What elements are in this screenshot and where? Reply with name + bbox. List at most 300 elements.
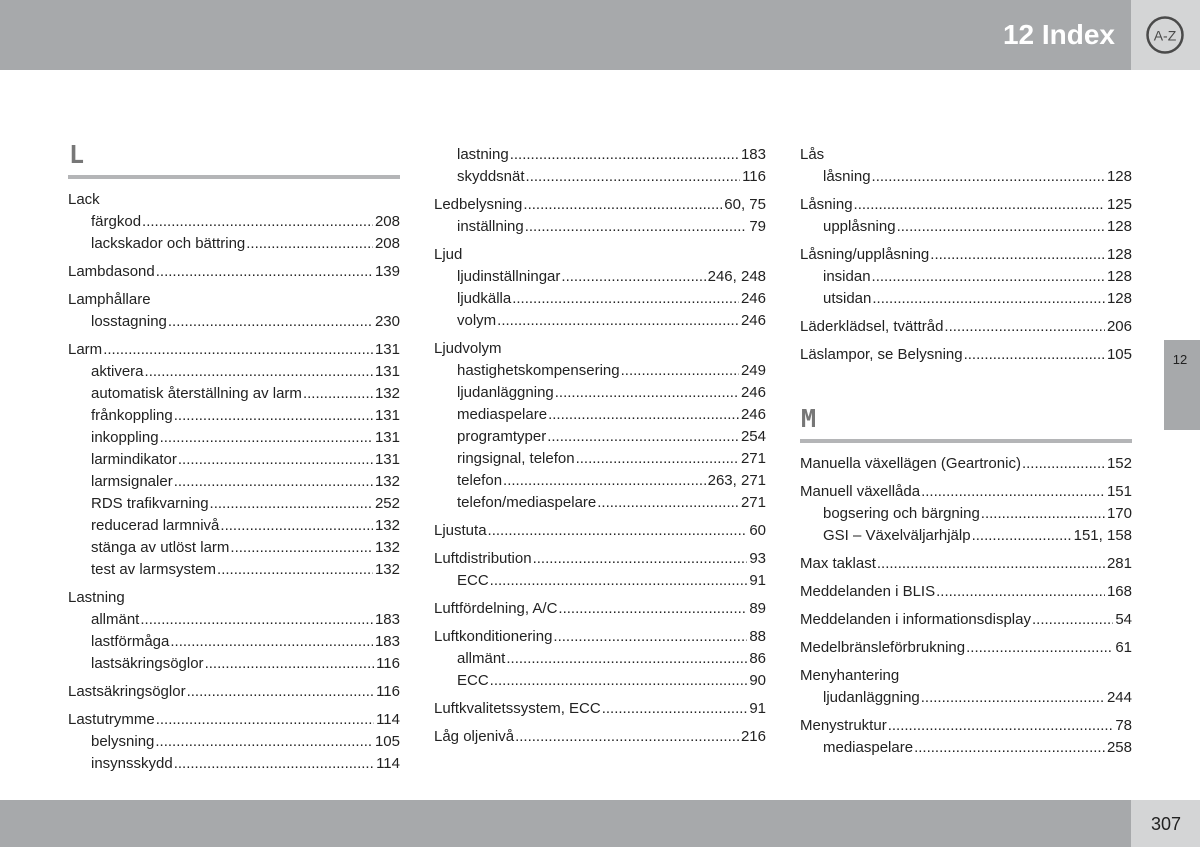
az-index-icon (1145, 15, 1185, 55)
page-ref[interactable]: 114 (376, 711, 400, 728)
dot-leader (1022, 453, 1105, 475)
index-subentry[interactable] (434, 266, 766, 288)
dot-leader (872, 166, 1105, 188)
page-ref[interactable]: 271 (740, 450, 766, 467)
entry-text: Luftfördelning, A/C (434, 600, 558, 617)
entry-text: Ljud (434, 246, 463, 263)
index-entry (800, 665, 1132, 709)
index-column-2 (434, 144, 766, 748)
entry-text: ringsignal, telefon (457, 450, 575, 467)
dot-leader (488, 520, 748, 542)
index-subentry[interactable] (434, 448, 766, 470)
entry-text: Lamphållare (68, 291, 151, 308)
entry-text: Manuell växellåda (800, 483, 921, 500)
dot-leader (602, 698, 748, 720)
page-ref[interactable]: 116 (376, 683, 400, 700)
index-entry-head (68, 587, 400, 609)
index-list (800, 144, 1132, 366)
page-ref[interactable]: 246 (740, 290, 766, 307)
index-subentry[interactable] (68, 609, 400, 631)
page-ref[interactable]: 61 (1115, 639, 1132, 656)
entry-text: belysning (91, 733, 155, 750)
entry-text: RDS trafikvarning (91, 495, 209, 512)
page-header (0, 0, 1131, 70)
dot-leader (156, 261, 373, 283)
entry-text: Låsning (800, 196, 853, 213)
page-ref[interactable]: 244 (1106, 689, 1132, 706)
index-subentry[interactable] (68, 493, 400, 515)
page-ref[interactable]: 128 (1106, 246, 1132, 263)
page-ref[interactable]: 246 (740, 406, 766, 423)
page-ref[interactable]: 216 (740, 728, 766, 745)
page-ref[interactable]: 125 (1106, 196, 1132, 213)
index-entry (800, 453, 1132, 475)
index-subentry[interactable] (68, 405, 400, 427)
index-entry-head[interactable] (68, 709, 400, 731)
index-subentry[interactable] (68, 653, 400, 675)
section-rule-l (68, 175, 400, 179)
page-ref[interactable]: 183 (740, 146, 766, 163)
dot-leader (921, 481, 1105, 503)
entry-text: Lastsäkringsöglor (68, 683, 186, 700)
dot-leader (515, 726, 739, 748)
index-subentry[interactable] (434, 570, 766, 592)
index-subentry[interactable] (800, 503, 1132, 525)
page-ref[interactable]: 131 (374, 363, 400, 380)
page-ref[interactable]: 246, 248 (707, 268, 766, 285)
entry-text: Luftkonditionering (434, 628, 553, 645)
index-subentry[interactable] (800, 737, 1132, 759)
entry-text: Lås (800, 146, 825, 163)
index-entry-head[interactable] (800, 481, 1132, 503)
index-entry-head[interactable] (434, 726, 766, 748)
az-badge-box (1131, 0, 1200, 70)
entry-text: inkoppling (91, 429, 159, 446)
page-ref[interactable]: 208 (374, 213, 400, 230)
index-entry (434, 548, 766, 592)
entry-text: ljudkälla (457, 290, 512, 307)
index-entry-head[interactable] (800, 581, 1132, 603)
page-ref[interactable]: 208 (374, 235, 400, 252)
page-ref[interactable]: 90 (749, 672, 766, 689)
entry-text: allmänt (91, 611, 140, 628)
entry-text: skyddsnät (457, 168, 525, 185)
page-ref[interactable]: 254 (740, 428, 766, 445)
index-subentry[interactable] (68, 731, 400, 753)
page-ref[interactable]: 78 (1115, 717, 1132, 734)
index-entry (434, 338, 766, 514)
index-entry-head[interactable] (800, 344, 1132, 366)
entry-text: Ljustuta (434, 522, 487, 539)
entry-text: test av larmsystem (91, 561, 217, 578)
dot-leader (506, 648, 747, 670)
page-ref[interactable]: 89 (749, 600, 766, 617)
page-ref[interactable]: 151 (1106, 483, 1132, 500)
dot-leader (174, 405, 373, 427)
entry-text: Larm (68, 341, 103, 358)
dot-leader (178, 449, 373, 471)
index-entry (68, 681, 400, 703)
dot-leader (187, 681, 375, 703)
index-entry-head[interactable] (434, 548, 766, 570)
dot-leader (548, 404, 739, 426)
page-ref[interactable]: 132 (374, 539, 400, 556)
index-subentry[interactable] (68, 537, 400, 559)
dot-leader (230, 537, 373, 559)
page-ref[interactable]: 132 (374, 385, 400, 402)
index-entry-head[interactable] (800, 316, 1132, 338)
dot-leader (547, 426, 739, 448)
page-ref[interactable]: 132 (374, 561, 400, 578)
index-entry-head[interactable] (434, 698, 766, 720)
page-ref[interactable]: 246 (740, 384, 766, 401)
index-subentry[interactable] (800, 687, 1132, 709)
entry-text: Läslampor, se Belysning (800, 346, 963, 363)
dot-leader (921, 687, 1105, 709)
page-ref[interactable]: 249 (740, 362, 766, 379)
entry-text: upplåsning (823, 218, 896, 235)
index-entry-head[interactable] (800, 453, 1132, 475)
entry-text: lastförmåga (91, 633, 170, 650)
index-entry (800, 144, 1132, 188)
page-ref[interactable]: 168 (1106, 583, 1132, 600)
dot-leader (526, 166, 741, 188)
dot-leader (964, 344, 1105, 366)
page-ref[interactable]: 131 (374, 407, 400, 424)
dot-leader (1032, 609, 1113, 631)
dot-leader (558, 598, 747, 620)
dot-leader (553, 626, 747, 648)
page-ref[interactable]: 131 (374, 429, 400, 446)
page-ref[interactable]: 105 (374, 733, 400, 750)
index-entry-head[interactable] (800, 553, 1132, 575)
page-ref[interactable]: 105 (1106, 346, 1132, 363)
index-entry-head[interactable] (434, 194, 766, 216)
page-number-box (1131, 800, 1200, 847)
index-subentry[interactable] (68, 471, 400, 493)
index-entry (800, 344, 1132, 366)
index-subentry[interactable] (434, 404, 766, 426)
index-entry-head (434, 338, 766, 360)
page-ref[interactable]: 114 (376, 755, 400, 772)
dot-leader (145, 361, 373, 383)
index-entry (800, 553, 1132, 575)
index-subentry[interactable] (68, 211, 400, 233)
entry-text: frånkoppling (91, 407, 173, 424)
index-entry (434, 194, 766, 238)
page-ref[interactable]: 88 (749, 628, 766, 645)
entry-text: reducerad larmnivå (91, 517, 220, 534)
dot-leader (142, 211, 373, 233)
page-ref[interactable]: 132 (374, 473, 400, 490)
index-subentry[interactable] (800, 525, 1132, 547)
entry-text: Lack (68, 191, 100, 208)
entry-text: volym (457, 312, 497, 329)
page-ref[interactable]: 86 (749, 650, 766, 667)
dot-leader (561, 266, 705, 288)
page-ref[interactable]: 60 (749, 522, 766, 539)
entry-text: Ledbelysning (434, 196, 523, 213)
dot-leader (854, 194, 1105, 216)
index-entry-head (68, 189, 400, 211)
entry-text: Lastutrymme (68, 711, 155, 728)
entry-text: Luftkvalitetssystem, ECC (434, 700, 601, 717)
dot-leader (944, 316, 1105, 338)
index-entry (68, 261, 400, 283)
page-ref[interactable]: 128 (1106, 268, 1132, 285)
index-subentry[interactable] (434, 288, 766, 310)
index-entry (434, 244, 766, 332)
entry-text: inställning (457, 218, 524, 235)
chapter-side-tab[interactable] (1164, 340, 1200, 430)
index-subentry[interactable] (434, 310, 766, 332)
entry-text: ljudanläggning (823, 689, 920, 706)
index-entry (68, 587, 400, 675)
entry-text: GSI – Växelväljarhjälp (823, 527, 971, 544)
entry-text: Ljudvolym (434, 340, 502, 357)
entry-text: ECC (457, 572, 489, 589)
entry-text: Lambdasond (68, 263, 155, 280)
index-subentry[interactable] (434, 648, 766, 670)
page-ref[interactable]: 170 (1106, 505, 1132, 522)
page-number: 307 (1150, 814, 1181, 834)
entry-text: lackskador och bättring (91, 235, 246, 252)
entry-text: Max taklast (800, 555, 876, 572)
index-entry (434, 520, 766, 542)
index-subentry[interactable] (68, 311, 400, 333)
index-entry-head[interactable] (434, 598, 766, 620)
dot-leader (512, 288, 739, 310)
dot-leader (490, 670, 748, 692)
index-entry (800, 316, 1132, 338)
index-subentry[interactable] (68, 383, 400, 405)
entry-text: Menystruktur (800, 717, 887, 734)
entry-text: mediaspelare (457, 406, 548, 423)
entry-text: Meddelanden i BLIS (800, 583, 936, 600)
entry-text: losstagning (91, 313, 167, 330)
dot-leader (103, 339, 373, 361)
page-ref[interactable]: 91 (749, 572, 766, 589)
page-ref[interactable]: 128 (1106, 290, 1132, 307)
index-entry-head (68, 289, 400, 311)
dot-leader (872, 266, 1105, 288)
page-ref[interactable]: 252 (374, 495, 400, 512)
index-column-1 (68, 140, 400, 775)
dot-leader (930, 244, 1105, 266)
chapter-title: 12 Index (1002, 19, 1115, 50)
index-subentry[interactable] (800, 166, 1132, 188)
index-list (68, 189, 400, 775)
dot-leader (497, 310, 739, 332)
index-subentry[interactable] (434, 166, 766, 188)
entry-text: Manuella växellägen (Geartronic) (800, 455, 1021, 472)
page-ref[interactable]: 206 (1106, 318, 1132, 335)
dot-leader (217, 559, 373, 581)
section-rule-m (800, 439, 1132, 443)
page-ref[interactable]: 132 (374, 517, 400, 534)
page-ref[interactable]: 131 (374, 341, 400, 358)
index-entry (434, 626, 766, 692)
page-ref[interactable]: 258 (1106, 739, 1132, 756)
entry-text: ljudanläggning (457, 384, 554, 401)
dot-leader (174, 471, 373, 493)
dot-leader (555, 382, 739, 404)
page-ref[interactable]: 281 (1106, 555, 1132, 572)
index-subentry[interactable] (800, 266, 1132, 288)
entry-text: färgkod (91, 213, 142, 230)
dot-leader (156, 709, 374, 731)
index-subentry[interactable] (800, 216, 1132, 238)
index-subentry[interactable] (68, 427, 400, 449)
dot-leader (914, 737, 1105, 759)
index-subentry[interactable] (434, 670, 766, 692)
entry-text: hastighetskompensering (457, 362, 620, 379)
entry-text: Låsning/upplåsning (800, 246, 930, 263)
page-ref[interactable]: 60, 75 (724, 196, 766, 213)
dot-leader (140, 609, 373, 631)
page-ref[interactable]: 271 (740, 494, 766, 511)
index-entry-head[interactable] (68, 681, 400, 703)
dot-leader (210, 493, 373, 515)
index-subentry[interactable] (434, 492, 766, 514)
entry-text: Lastning (68, 589, 125, 606)
page-ref[interactable]: 183 (374, 633, 400, 650)
index-subentry[interactable] (434, 470, 766, 492)
index-subentry[interactable] (434, 216, 766, 238)
index-subentry[interactable] (68, 233, 400, 255)
dot-leader (897, 216, 1105, 238)
entry-text: programtyper (457, 428, 547, 445)
dot-leader (525, 216, 748, 238)
dot-leader (981, 503, 1105, 525)
dot-leader (155, 731, 373, 753)
index-entry (800, 244, 1132, 310)
entry-text: Medelbränsleförbrukning (800, 639, 966, 656)
entry-text: ljudinställningar (457, 268, 561, 285)
page-ref[interactable]: 116 (376, 655, 400, 672)
entry-text: bogsering och bärgning (823, 505, 980, 522)
index-entry-head (434, 244, 766, 266)
dot-leader (490, 570, 748, 592)
dot-leader (168, 311, 373, 333)
section-spacer (800, 366, 1132, 404)
entry-text: larmsignaler (91, 473, 173, 490)
index-entry-head[interactable] (68, 339, 400, 361)
dot-leader (576, 448, 739, 470)
index-entry-head (800, 665, 1132, 687)
index-entry-head[interactable] (68, 261, 400, 283)
entry-text: telefon/mediaspelare (457, 494, 597, 511)
dot-leader (220, 515, 373, 537)
entry-text: låsning (823, 168, 871, 185)
dot-leader (160, 427, 373, 449)
index-list (434, 144, 766, 748)
entry-text: lastning (457, 146, 509, 163)
index-subentry[interactable] (434, 360, 766, 382)
page-ref[interactable]: 91 (749, 700, 766, 717)
page-ref[interactable]: 131 (374, 451, 400, 468)
index-subentry[interactable] (68, 631, 400, 653)
index-subentry[interactable] (68, 559, 400, 581)
entry-text: insynsskydd (91, 755, 173, 772)
section-letter-m: M (801, 404, 817, 433)
entry-text: ECC (457, 672, 489, 689)
dot-leader (877, 553, 1105, 575)
entry-text: lastsäkringsöglor (91, 655, 204, 672)
page-ref[interactable]: 128 (1106, 168, 1132, 185)
index-entry (434, 598, 766, 620)
dot-leader (503, 470, 706, 492)
section-letter-l: L (69, 140, 85, 169)
entry-text: utsidan (823, 290, 872, 307)
index-subentry[interactable] (68, 515, 400, 537)
page-ref[interactable]: 246 (740, 312, 766, 329)
entry-text: Låg oljenivå (434, 728, 515, 745)
index-entry-head[interactable] (434, 520, 766, 542)
index-entry-head[interactable] (800, 194, 1132, 216)
index-subentry[interactable] (434, 382, 766, 404)
page-ref[interactable]: 79 (749, 218, 766, 235)
index-subentry[interactable] (434, 426, 766, 448)
page-ref[interactable]: 230 (374, 313, 400, 330)
entry-text: aktivera (91, 363, 144, 380)
index-subentry[interactable] (68, 449, 400, 471)
entry-text: Läderklädsel, tvättråd (800, 318, 944, 335)
page-ref[interactable]: 93 (749, 550, 766, 567)
index-entry (800, 637, 1132, 659)
index-subentry[interactable] (800, 288, 1132, 310)
page-ref[interactable]: 128 (1106, 218, 1132, 235)
page-ref[interactable]: 116 (742, 168, 766, 185)
dot-leader (888, 715, 1114, 737)
index-entry-head[interactable] (800, 637, 1132, 659)
dot-leader (246, 233, 373, 255)
entry-text: stänga av utlöst larm (91, 539, 230, 556)
page-footer (0, 800, 1131, 847)
dot-leader (972, 525, 1072, 547)
chapter-side-tab-label: 12 (1172, 352, 1188, 367)
index-entry-head[interactable] (800, 609, 1132, 631)
index-subentry[interactable] (68, 753, 400, 775)
entry-text: mediaspelare (823, 739, 914, 756)
dot-leader (510, 144, 739, 166)
index-subentry[interactable] (68, 361, 400, 383)
index-entry (800, 194, 1132, 238)
index-entry-head[interactable] (434, 626, 766, 648)
entry-text: Meddelanden i informationsdisplay (800, 611, 1031, 628)
page-ref[interactable]: 183 (374, 611, 400, 628)
entry-text: Luftdistribution (434, 550, 532, 567)
index-entry (68, 709, 400, 775)
index-entry (800, 481, 1132, 547)
index-subentry[interactable] (434, 144, 766, 166)
page-ref[interactable]: 151, 158 (1073, 527, 1132, 544)
index-entry-head[interactable] (800, 244, 1132, 266)
index-entry (68, 339, 400, 581)
page-ref[interactable]: 263, 271 (707, 472, 766, 489)
index-entry-head[interactable] (800, 715, 1132, 737)
page-ref[interactable]: 152 (1106, 455, 1132, 472)
index-entry (800, 715, 1132, 759)
page-ref[interactable]: 54 (1115, 611, 1132, 628)
index-entry (68, 189, 400, 255)
index-entry (434, 144, 766, 188)
index-column-3 (800, 144, 1132, 759)
index-entry (434, 698, 766, 720)
dot-leader (966, 637, 1113, 659)
page-ref[interactable]: 139 (374, 263, 400, 280)
entry-text: larmindikator (91, 451, 177, 468)
